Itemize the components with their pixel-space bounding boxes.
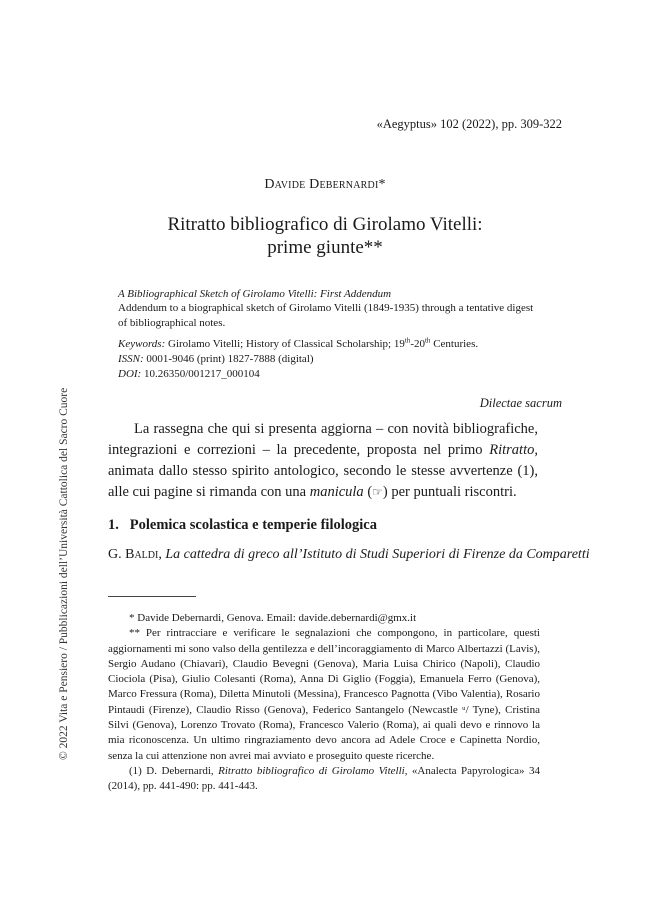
issn-label: ISSN: [118, 353, 144, 365]
keywords-text: Girolamo Vitelli; History of Classical Scholarship; 19 [168, 338, 405, 350]
doi-label: DOI: [118, 368, 142, 380]
abstract-title: A Bibliographical Sketch of Girolamo Vitelli: First Addendum [118, 288, 392, 300]
intro-text-2: , animata dallo stesso spirito antologico, secondo le stesse avvertenze (1), alle cui pagine si rimanda con una [108, 442, 538, 500]
abstract-body: Addendum to a biographical sketch of Girolamo Vitelli (1849-1935) through a tentative digest of bibliographical notes. [118, 302, 534, 329]
intro-text-3: ( [363, 484, 373, 500]
footnote-2: ** Per rintracciare e verificare le segnalazioni che compongono, in particolare, questi aggiornamenti mi sono valso della gentilezza e dell’incoraggiamento di Marco Albertazzi (Lavis), Sergio Audano (Chiavari), Claudio Bevegni (Genova), Maria Luisa Chirico (Napoli), Claudio Ciociola (Pisa), Giulio Colesanti (Roma), Anna Di Giglio (Foggia), Emanuela Ferro (Genova), Marco Fressura (Roma), Diletta Minutoli (Messina), Francesco Pagnotta (Vibo Valentia), Rosario Pintaudi (Firenze), Claudio Risso (Genova), Federico Santangelo (Newcastle ᵘ/ Tyne), Cristina Silvi (Genova), Lorenzo Trovato (Roma), Francesco Valerio (Roma), ai quali devo e rinnovo la mia riconoscenza. Un ultimo ringraziamento devo ancora ad Adele Croce e Capinetta Nordio, senza la cui attenzione non avrei mai avviato e proseguito queste ricerche. [108, 627, 540, 762]
title-line-2: prime giunte** [267, 237, 383, 258]
entry-title: La cattedra di greco all’Istituto di Studi Superiori di Firenze da Comparetti [165, 547, 590, 562]
footnote-1: * Davide Debernardi, Genova. Email: davide.debernardi@gmx.it [129, 612, 417, 624]
author-name: Davide Debernardi* [264, 177, 386, 192]
doi-value: 10.26350/001217_000104 [143, 368, 260, 380]
footnote-rule [108, 596, 196, 597]
bibliography-entry [108, 547, 590, 563]
intro-ritratto: Ritratto [489, 442, 535, 458]
intro-paragraph [108, 419, 538, 503]
keywords-line [118, 337, 548, 352]
keywords-sup-2: th [424, 336, 431, 345]
footnote-3 [108, 764, 540, 795]
footnote-3-text: (1) D. Debernardi, [129, 764, 219, 777]
footnote-3-title: Ritratto bibliografico di Girolamo Vitelli [218, 764, 405, 777]
title-line-1: Ritratto bibliografico di Girolamo Vitelli: [167, 214, 483, 235]
manicula-icon: ☞ [372, 485, 383, 499]
footnotes [108, 611, 540, 795]
intro-manicula: manicula [309, 484, 364, 500]
keywords-sup-1: th [404, 336, 411, 345]
intro-text-4: ) per puntuali riscontri. [382, 484, 517, 500]
keywords-end: Centuries. [430, 338, 479, 350]
doi-line [118, 367, 548, 382]
intro-text-1: La rassegna che qui si presenta aggiorna – con novità bibliografiche, integrazioni e correzioni – la precedente, proposta nel primo [108, 421, 538, 458]
keywords-label: Keywords: [118, 338, 166, 350]
issn-line [118, 352, 548, 367]
issn-value: 0001-9046 (print) 1827-7888 (digital) [146, 353, 314, 365]
journal-citation: «Aegyptus» 102 (2022), pp. 309-322 [376, 117, 562, 131]
copyright-side-note: © 2022 Vita e Pensiero / Pubblicazioni dell’Università Cattolica del Sacro Cuore [58, 387, 70, 760]
article-title [0, 213, 650, 259]
footnote-3-end: , «Analecta Papyrologica» 34 (2014), pp. 441-490: pp. 441-443. [108, 764, 540, 793]
keywords-mid: -20 [410, 338, 425, 350]
entry-separator: , [158, 547, 166, 562]
entry-author: G. Baldi [108, 547, 159, 562]
dedication: Dilectae sacrum [479, 396, 562, 410]
section-heading: 1. Polemica scolastica e temperie filologica [108, 517, 377, 533]
